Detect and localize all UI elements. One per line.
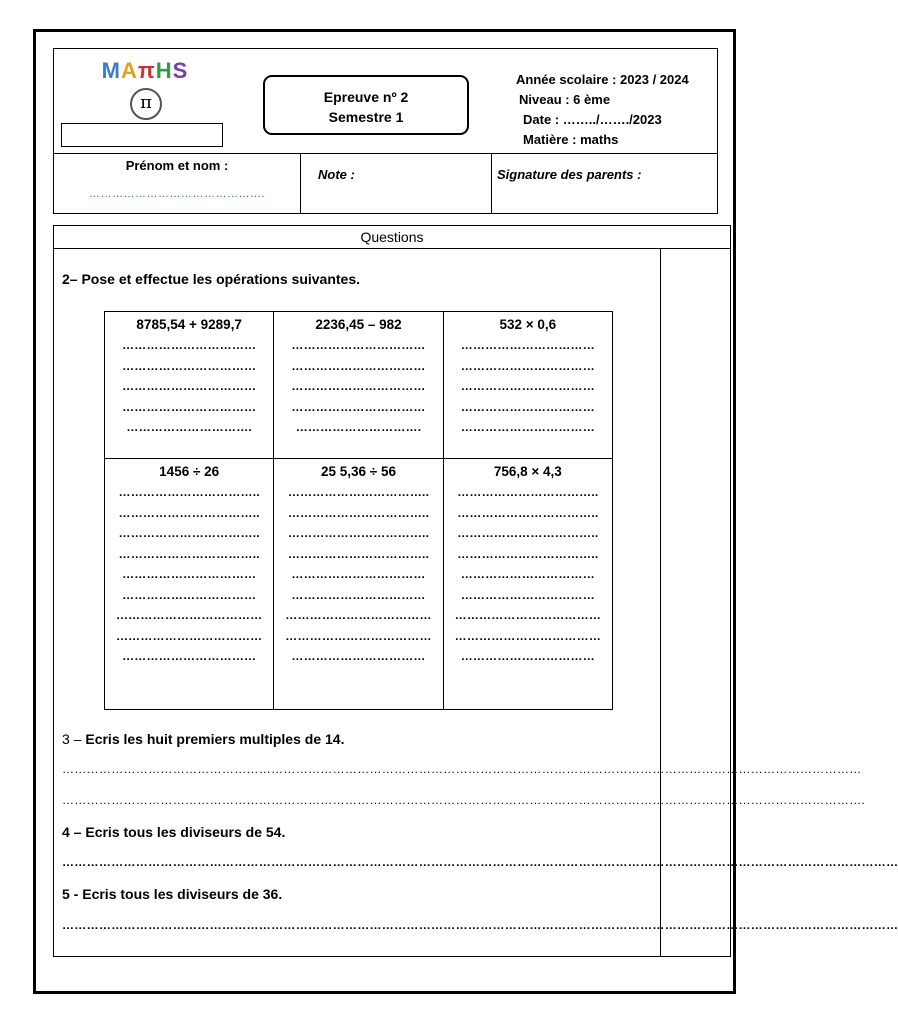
answer-line: …………………………… [460,649,595,663]
logo-wordmark: MAπHS [101,58,189,83]
operation-label: 532 × 0,6 [499,317,557,332]
answer-line: …………………………….. [457,505,599,520]
answer-line: …………………………….. [457,485,599,499]
pi-icon: π [130,88,162,120]
operation-label: 1456 ÷ 26 [159,464,220,479]
header-divider [53,153,718,154]
answer-line: …………………………… [460,399,595,414]
answer-line: …………………………….. [118,485,260,499]
operation-label: 8785,54 + 9289,7 [136,317,242,332]
answer-line: …………………………….. [287,505,430,520]
answer-line: ……………………………… [285,628,432,643]
answer-line: …………………………… [460,420,595,434]
operation-cell[interactable] [443,312,612,459]
operations-table [104,311,613,710]
answer-line: …………………………. [126,420,252,434]
exam-title: Epreuve nº 2 [323,89,409,105]
answer-line[interactable]: …………………………………………………………………………………………………………………………………………………………………………… [62,762,862,776]
answer-line: …………………………… [291,649,426,663]
answer-line: …………………………. [295,420,422,434]
answer-line: …………………………… [460,338,595,352]
subject: Matière : maths [523,132,619,147]
header-divider-vertical [300,153,301,214]
answer-line: …………………………….. [457,546,599,561]
header-divider-vertical [491,153,492,214]
answer-line: …………………………….. [287,546,430,561]
operation-label: 756,8 × 4,3 [493,464,562,479]
answer-line: ……………………………… [454,628,602,643]
answer-line[interactable]: …………………………………………………………………………………………………………………………………………………………………………………… [62,918,898,932]
answer-line: ……………………………… [115,608,263,622]
answer-line: …………………………….. [287,526,430,540]
answer-line: …………………………… [291,567,426,581]
level: Niveau : 6 ème [519,92,611,107]
operation-label: 25 5,36 ÷ 56 [321,464,396,479]
answer-line: …………………………….. [118,505,260,520]
answer-line: …………………………… [460,567,595,581]
answer-line: ……………………………… [454,608,602,622]
answer-line[interactable]: …………………………………………………………………………………………………………………………………………………………………………………… [62,855,898,869]
answer-line: …………………………… [122,587,257,602]
answer-line: ……………………………… [115,628,263,643]
operation-cell[interactable] [443,459,612,710]
question-5-title: 5 - Ecris tous les diviseurs de 36. [62,886,283,902]
question-4-title: 4 – Ecris tous les diviseurs de 54. [62,824,286,840]
operation-cell[interactable] [105,459,274,710]
answer-line: …………………………….. [118,546,260,561]
exam-title-box [263,75,469,135]
answer-line: …………………………….. [118,526,260,540]
answer-line: …………………………… [122,399,257,414]
answer-line: …………………………… [291,379,426,393]
question-3-number: 3 – [62,731,86,747]
answer-line[interactable]: ……………………………………………………………………………………………………………………………………………………………………………. [62,793,866,807]
date: Date : ……../……./2023 [523,112,662,127]
answer-line: …………………………… [460,379,595,393]
answer-line: …………………………… [291,587,426,602]
answer-line: …………………………… [122,338,257,352]
question-2-title: 2– Pose et effectue les opérations suivantes. [62,271,361,287]
questions-header-divider [53,248,731,249]
margin-column-divider [660,248,661,957]
operation-cell[interactable] [274,312,443,459]
maths-logo [93,58,197,120]
grade-label: Note : [318,167,355,182]
name-label: Prénom et nom : [125,158,229,173]
answer-line: …………………………… [122,649,257,663]
questions-heading: Questions [360,229,424,245]
answer-line: …………………………… [122,567,257,581]
exam-semester: Semestre 1 [328,109,404,125]
operation-cell[interactable] [274,459,443,710]
blank-name-box [61,123,223,147]
operation-cell[interactable] [105,312,274,459]
school-year: Année scolaire : 2023 / 2024 [516,72,689,87]
answer-line: …………………………… [460,587,595,602]
answer-line: …………………………… [460,358,595,373]
answer-line: …………………………… [122,379,257,393]
operation-label: 2236,45 – 982 [315,317,402,332]
answer-line: …………………………… [122,358,257,373]
answer-line: …………………………….. [457,526,599,540]
question-3-text: Ecris les huit premiers multiples de 14. [85,731,345,747]
answer-line: …………………………… [291,399,426,414]
exam-info [516,70,716,150]
answer-line: …………………………….. [287,485,430,499]
answer-line: …………………………… [291,338,426,352]
answer-line: …………………………… [291,358,426,373]
parent-signature-label: Signature des parents : [497,167,642,182]
question-3-title [62,731,344,747]
answer-line: ……………………………… [285,608,432,622]
name-field[interactable]: ………………………………………. [88,188,266,200]
